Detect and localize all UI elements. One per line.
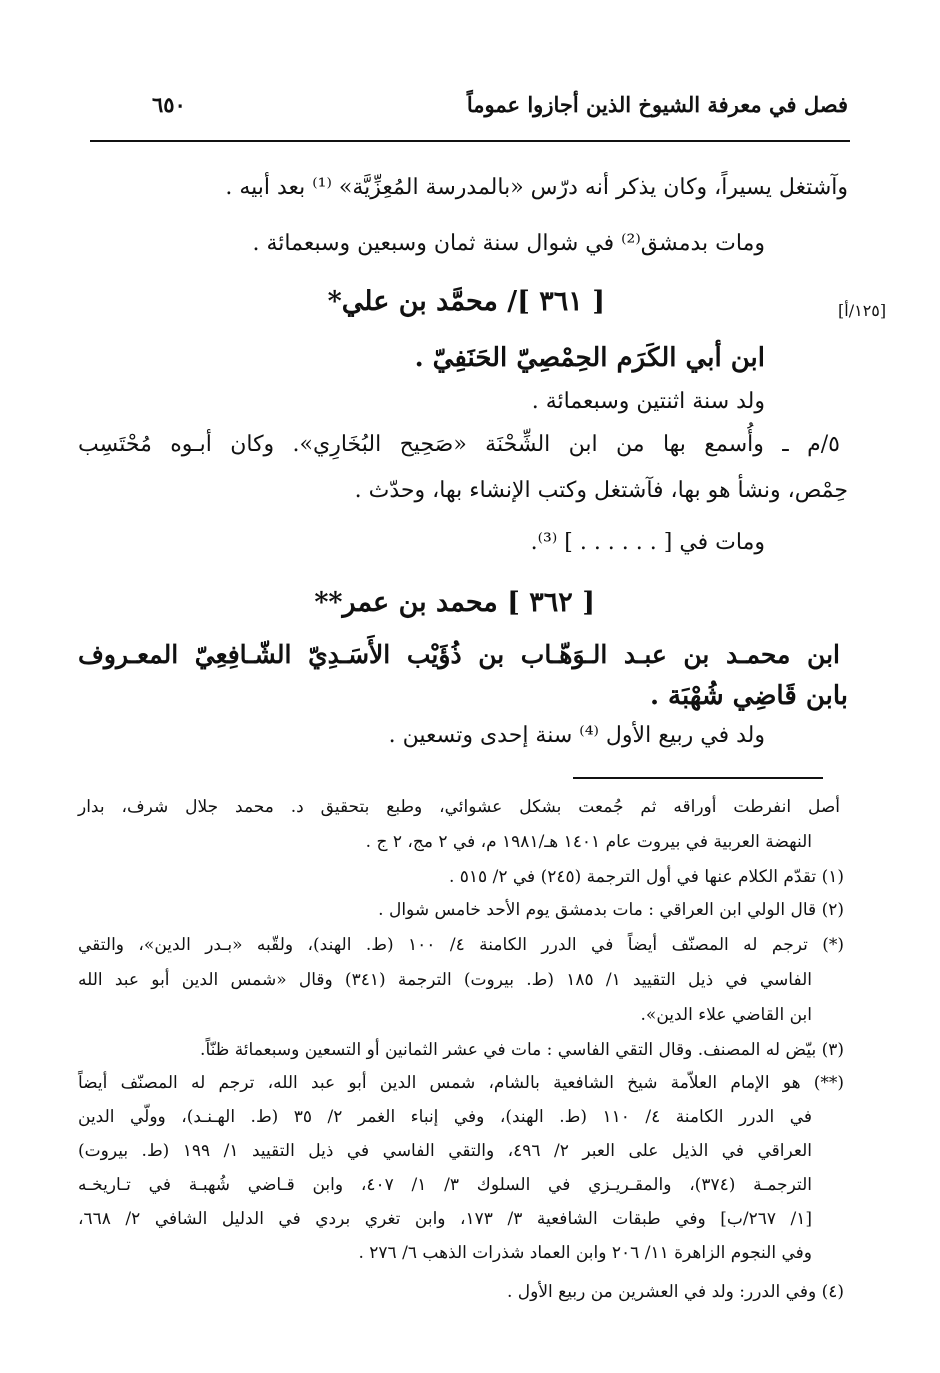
footnote-double-star-line-5: [١/ ٢٦٧/ب] وفي طبقات الشافعية ٣/ ١٧٣، وابن تغري بردي في الدليل الشافي ٢/ ٦٦٨، (78, 1209, 813, 1229)
entry-361-paragraph-line-1: ٥/م ـ وأُسمع بها من ابن الشِّحْنَة «صَحِيح البُخَارِي». وكان أبـوه مُحْتَسِب (78, 432, 840, 457)
footnote-double-star-line-2: في الدرر الكامنة ٤/ ١١٠ (ط. الهند)، وفي إنباء الغمر ٢/ ٣٥ (ط. الهـنـد)، وولّي الدين (78, 1107, 812, 1127)
footnote-3: (٣) بيّض له المصنف. وقال التقي الفاسي : مات في عشر الثمانين أو التسعين وسبعمائة ظنّاً. (200, 1040, 844, 1060)
entry-362-birth: ولد في ربيع الأول ⁽⁴⁾ سنة إحدى وتسعين . (388, 723, 765, 748)
body-line-2: ومات بدمشق⁽²⁾ في شوال سنة ثمان وسبعين وسبعمائة . (252, 231, 765, 256)
footnote-star-line-1: (*) ترجم له المصنّف أيضاً في الدرر الكامنة ٤/ ١٠٠ (ط. الهند)، ولقّبه «بـدر الدين»، والتقي (78, 935, 845, 955)
footnote-4: (٤) وفي الدرر: ولد في العشرين من ربيع الأول . (506, 1282, 844, 1302)
page-number: ٦٥٠ (152, 92, 186, 117)
entry-362-heading: [ ٣٦٢ ] محمد بن عمر** (314, 587, 595, 618)
footnote-star-line-3: ابن القاضي علاء الدين». (640, 1005, 812, 1025)
body-line-1: وآشتغل يسيراً، وكان يذكر أنه درّس «بالمدرسة المُعِزِّيَّة» ⁽¹⁾ بعد أبيه . (225, 175, 848, 200)
footnote-double-star-line-4: الترجمـة (٣٧٤)، والمقـريـزي في السلوك ٣/ ١/ ٤٠٧، وابن قـاضي شُهبـة في تـاريخـه (78, 1175, 812, 1195)
footnote-2: (٢) قال الولي ابن العراقي : مات بدمشق يوم الأحد خامس شوال . (378, 900, 844, 920)
footnote-continuation-line-2: النهضة العربية في بيروت عام ١٤٠١ هـ/١٩٨١ م، في ٢ مج، ٢ ج . (365, 832, 812, 852)
footnote-double-star-line-3: العراقي في الذيل على العبر ٢/ ٤٩٦، والتقي الفاسي في ذيل التقييد ١/ ١٩٩ (ط. بيروت) (78, 1141, 813, 1161)
entry-362-lineage-line-1: ابن محمـد بن عبـد الـوَهّـاب بن ذُؤَيْب الأَسَـدِيّ الشّـافِعِيّ المعـروف (78, 640, 840, 669)
header-rule (90, 140, 850, 142)
footnote-star-line-2: الفاسي في ذيل التقييد ١/ ١٨٥ (ط. بيروت) الترجمة (٣٤١) وقال «شمس الدين أبو عبد الله (78, 970, 812, 990)
footnote-double-star-line-6: وفي النجوم الزاهرة ١١/ ٢٠٦ وابن العماد شذرات الذهب ٦/ ٢٧٦ . (358, 1243, 812, 1263)
entry-361-death: ومات في [ . . . . . . ] ⁽³⁾. (530, 530, 765, 555)
entry-361-birth: ولد سنة اثنتين وسبعمائة . (531, 389, 765, 414)
entry-361-lineage: ابن أبي الكَرَم الحِمْصِيّ الحَنَفِيّ . (414, 343, 765, 373)
entry-361-paragraph-line-2: حِمْص، ونشأ هو بها، فآشتغل وكتب الإنشاء بها، وحدّث . (354, 478, 848, 503)
entry-362-lineage-line-2: بابن قَاضِي شُهْبَة . (649, 681, 848, 711)
footnote-double-star-line-1: (**) هو الإمام العلاّمة شيخ الشافعية بالشام، شمس الدين أبو عبد الله، ترجم له المصنّف أيضاً (78, 1073, 844, 1093)
footnote-continuation-line-1: أصل انفرطت أوراقه ثم جُمعت بشكل عشوائي، وطبع بتحقيق د. محمد جلال شرف، بدار (78, 797, 840, 817)
footnote-1: (١) تقدّم الكلام عنها في أول الترجمة (٢٤٥) في ٢/ ٥١٥ . (448, 867, 844, 887)
entry-361-heading: [ ٣٦١ ]/ محمَّد بن علي* (327, 286, 605, 317)
footnote-separator (573, 777, 823, 779)
running-header-title: فصل في معرفة الشيوخ الذين أجازوا عموماً (466, 92, 848, 117)
margin-folio-note: [١٢٥/أ] (838, 301, 887, 320)
